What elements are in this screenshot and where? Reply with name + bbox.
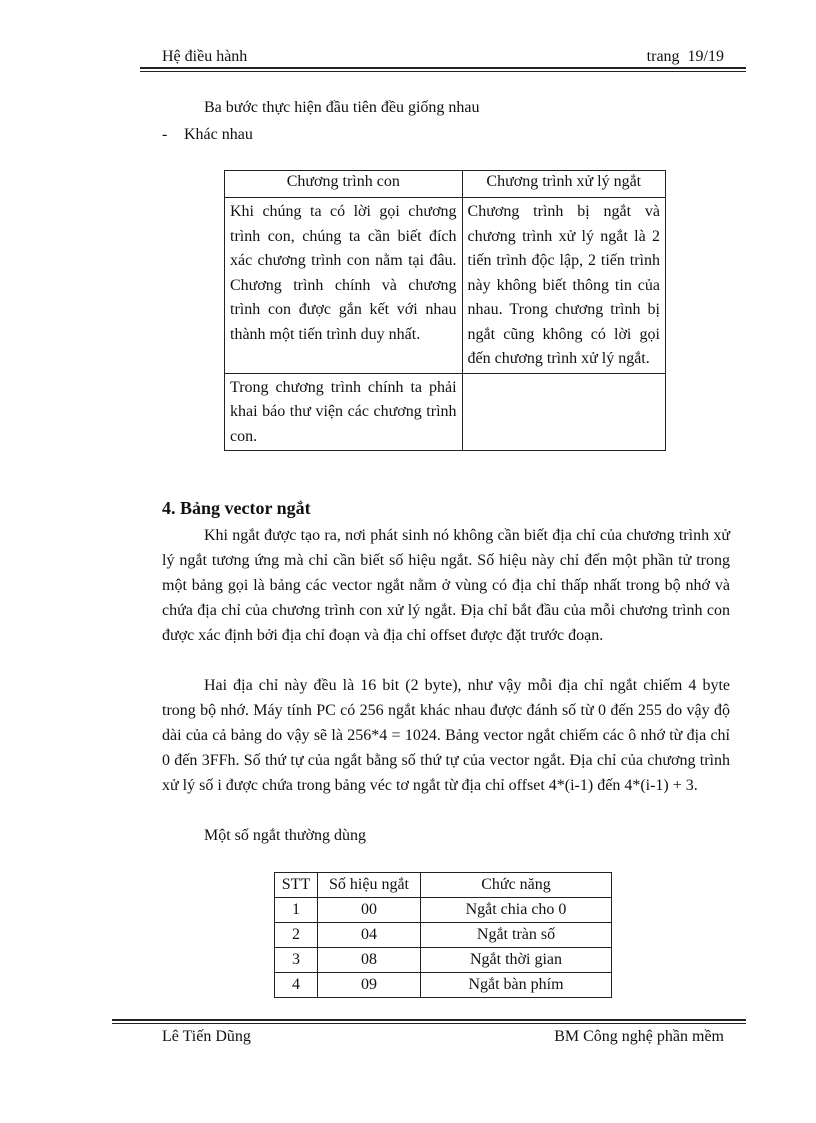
table-header-row [275, 873, 612, 898]
table-cell: 04 [318, 923, 421, 948]
table-header-row [225, 171, 666, 198]
table-cell: Ngắt tràn số [421, 923, 612, 948]
paragraph [162, 523, 730, 648]
table-cell: 09 [318, 973, 421, 998]
table-cell: Ngắt thời gian [421, 948, 612, 973]
table-header-cell: Chương trình con [225, 171, 463, 198]
footer-author: Lê Tiến Dũng [162, 1028, 251, 1045]
table-cell: 2 [275, 923, 318, 948]
paragraph [162, 673, 730, 798]
table-header-cell: STT [275, 873, 318, 898]
table-row [275, 923, 612, 948]
table-header-cell: Chức năng [421, 873, 612, 898]
table-row [275, 973, 612, 998]
bullet-dash: - [162, 126, 168, 143]
bullet-text: Khác nhau [184, 126, 253, 143]
intro-line: Ba bước thực hiện đầu tiên đều giống nhau [204, 99, 480, 116]
comparison-table [224, 170, 666, 451]
table-cell: Ngắt chia cho 0 [421, 898, 612, 923]
paragraph-text: Khi ngắt được tạo ra, nơi phát sinh nó không cần biết địa chỉ của chương trình xử lý ngắt tương ứng mà chỉ cần biết số hiệu ngắt. Số hiệu này chỉ đến một phần tử trong một bảng gọi là bảng các vector ngắt nằm ở vùng có địa chỉ thấp nhất trong bộ nhớ và chứa địa chỉ của chương trình con xử lý ngắt. Địa chỉ bắt đầu của mỗi chương trình con được xác định bởi địa chỉ đoạn và địa chỉ offset được đặt trước đoạn. [162, 527, 730, 644]
table-row [225, 198, 666, 374]
table-cell: 1 [275, 898, 318, 923]
interrupt-table [274, 872, 612, 998]
table-header-cell: Chương trình xử lý ngắt [462, 171, 665, 198]
table-cell: Trong chương trình chính ta phải khai báo thư viện các chương trình con. [225, 373, 463, 451]
paragraph-text: Một số ngắt thường dùng [204, 827, 367, 844]
table-cell: 00 [318, 898, 421, 923]
table-cell: 08 [318, 948, 421, 973]
table-header-cell: Số hiệu ngắt [318, 873, 421, 898]
header-page-info [647, 48, 724, 66]
header-rule-thin [140, 71, 746, 72]
footer-rule [112, 1019, 746, 1021]
table-cell: Ngắt bàn phím [421, 973, 612, 998]
table-row [275, 948, 612, 973]
footer-department: BM Công nghệ phần mềm [554, 1028, 724, 1045]
paragraph [162, 823, 730, 848]
footer-rule-thin [112, 1023, 746, 1024]
table-cell: 3 [275, 948, 318, 973]
paragraph-text: Hai địa chỉ này đều là 16 bit (2 byte), như vậy mỗi địa chỉ ngắt chiếm 4 byte trong bộ nhớ. Máy tính PC có 256 ngắt khác nhau được đánh số từ 0 đến 255 do vậy độ dài của cả bảng do vậy sẽ là 256*4 = 1024. Bảng vector ngắt chiếm các ô nhớ từ địa chỉ 0 đến 3FFh. Số thứ tự của ngắt bằng số thứ tự của vector ngắt. Địa chỉ của chương trình xử lý số i được chứa trong bảng véc tơ ngắt từ địa chỉ offset 4*(i-1) đến 4*(i-1) + 3. [162, 677, 730, 794]
header-title: Hệ điều hành [162, 48, 248, 65]
table-cell: Chương trình bị ngắt và chương trình xử lý ngắt là 2 tiến trình độc lập, 2 tiến trình này không biết thông tin của nhau. Trong chương trình bị ngắt cũng không có lời gọi đến chương trình xử lý ngắt. [462, 198, 665, 374]
header-page-label: trang [646, 48, 680, 65]
section-heading: 4. Bảng vector ngắt [162, 498, 311, 518]
table-cell: 4 [275, 973, 318, 998]
table-cell: Khi chúng ta có lời gọi chương trình con, chúng ta cần biết đích xác chương trình con nằm tại đâu. Chương trình chính và chương trình con được gắn kết với nhau thành một tiến trình duy nhất. [225, 198, 463, 374]
table-cell [462, 373, 665, 451]
table-row [225, 373, 666, 451]
header-rule [140, 67, 746, 69]
table-row [275, 898, 612, 923]
header-page-number: 19/19 [687, 48, 724, 65]
